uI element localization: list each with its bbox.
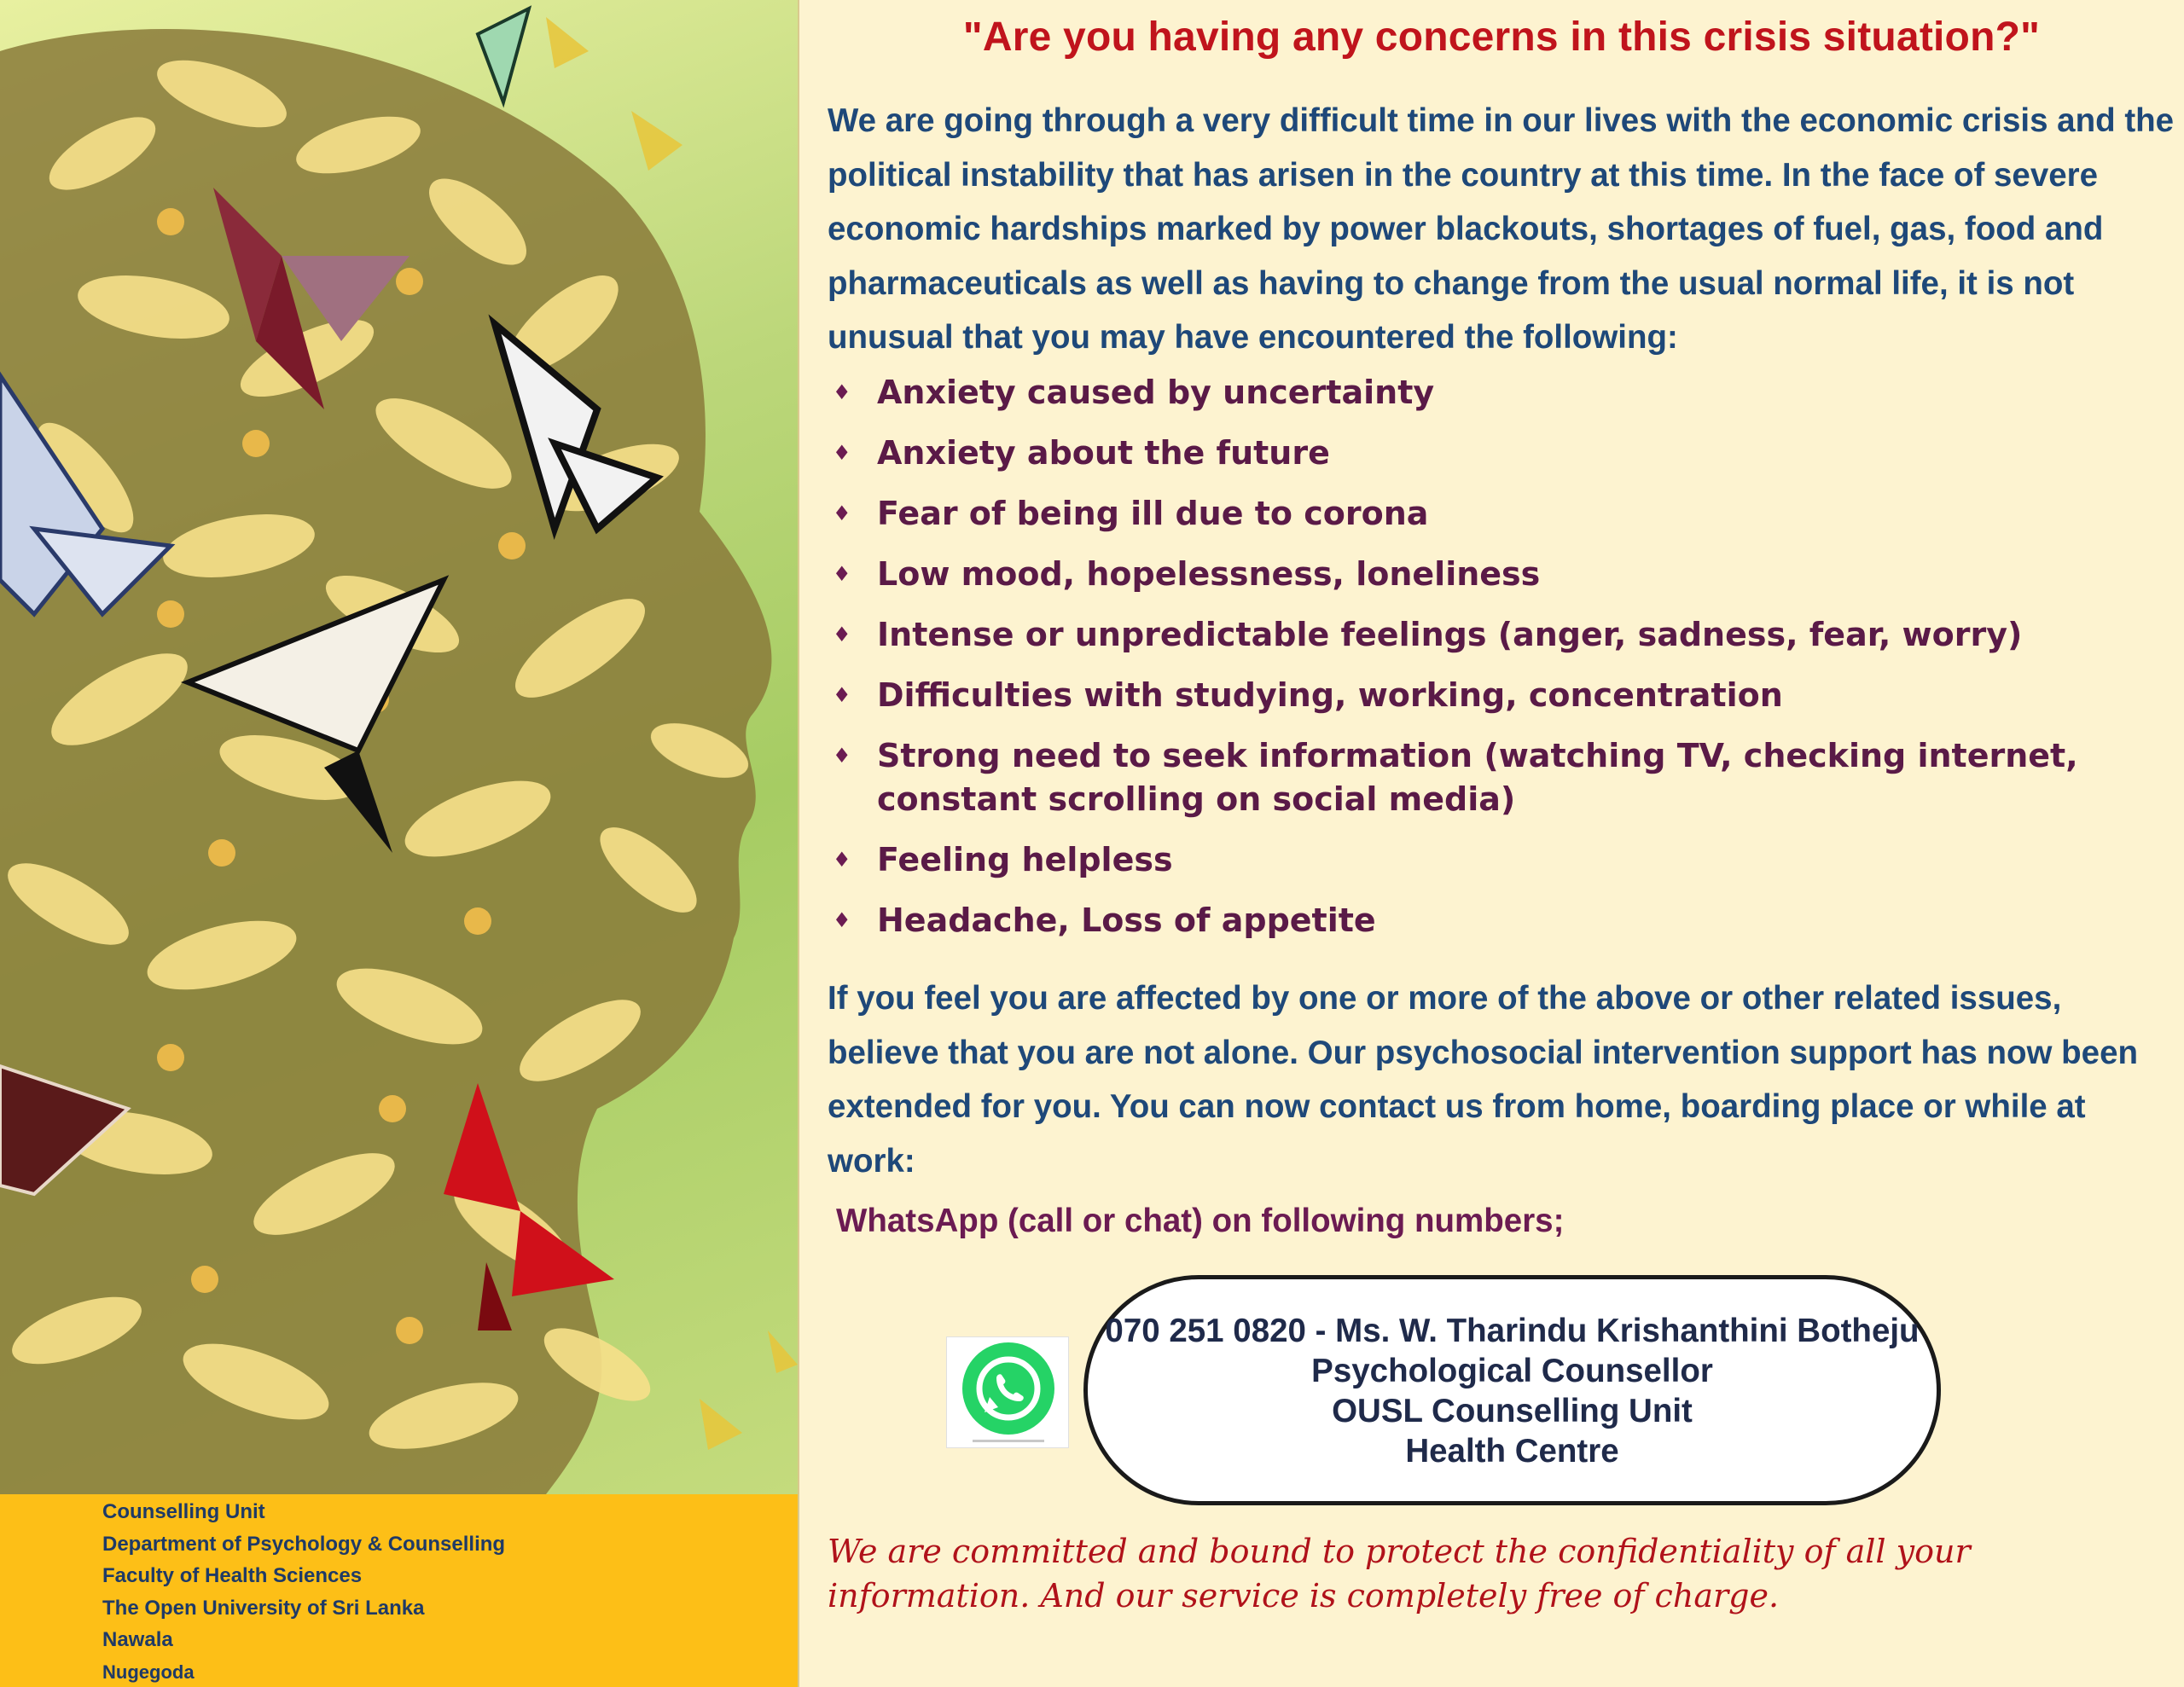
contact-phone-name[interactable]: 070 251 0820 - Ms. W. Tharindu Krishanthini Botheju xyxy=(1105,1313,1920,1349)
symptom-text: Headache, Loss of appetite xyxy=(877,901,1376,939)
symptom-item xyxy=(828,674,2175,717)
address-line: Counselling Unit xyxy=(102,1500,265,1523)
address-line: Nawala xyxy=(102,1628,173,1651)
symptom-item xyxy=(828,838,2175,882)
symptom-text: Anxiety about the future xyxy=(877,434,1330,472)
address-line: Faculty of Health Sciences xyxy=(102,1564,363,1587)
diamond-bullet-icon: ♦ xyxy=(833,501,851,525)
symptom-item xyxy=(828,613,2175,657)
whatsapp-tile[interactable] xyxy=(946,1336,1069,1448)
contact-location: Health Centre xyxy=(1405,1433,1619,1470)
symptom-text: Difficulties with studying, working, concentration xyxy=(877,676,1783,714)
butterfly-green xyxy=(478,9,529,102)
address-box xyxy=(0,1494,798,1687)
contact-title: Psychological Counsellor xyxy=(1311,1353,1713,1389)
symptom-text: Strong need to seek information (watching TV, checking internet, constant scrolling on social media) xyxy=(877,737,2078,818)
address-line: The Open University of Sri Lanka xyxy=(102,1596,425,1620)
diamond-bullet-icon: ♦ xyxy=(833,683,851,707)
diamond-bullet-icon: ♦ xyxy=(833,562,851,586)
diamond-bullet-icon: ♦ xyxy=(833,744,851,768)
symptom-text: Feeling helpless xyxy=(877,841,1173,878)
symptom-text: Low mood, hopelessness, loneliness xyxy=(877,555,1541,593)
intro-paragraph: We are going through a very difficult time in our lives with the economic crisis and the political instability that has arisen in the country at this time. In the face of severe economic hardships marked by power blackouts, shortages of fuel, gas, food and pharmaceuticals as well as having to change from the usual normal life, it is not unusual that you may have encountered the following: xyxy=(828,102,2175,356)
diamond-bullet-icon: ♦ xyxy=(833,380,851,404)
symptom-item xyxy=(828,492,2175,536)
diamond-bullet-icon: ♦ xyxy=(833,848,851,872)
panel-divider xyxy=(798,0,799,1687)
head-silhouette xyxy=(0,29,771,1494)
address-line: Nugegoda xyxy=(102,1661,195,1683)
followup-paragraph: If you feel you are affected by one or more of the above or other related issues, believe that you are not alone. Our psychosocial intervention support has now been extended for you. You can now contact us from home, boarding place or while at work: xyxy=(828,980,2139,1180)
confidentiality-note: We are committed and bound to protect the confidentiality of all your information. And our service is completely free of charge. xyxy=(828,1533,1971,1615)
flower-face-artwork xyxy=(0,0,798,1494)
symptom-list xyxy=(828,371,2175,959)
address-line: Department of Psychology & Counselling xyxy=(102,1532,506,1556)
symptom-item xyxy=(828,899,2175,942)
diamond-bullet-icon: ♦ xyxy=(833,908,851,932)
whatsapp-intro: WhatsApp (call or chat) on following numbers; xyxy=(836,1203,1565,1239)
symptom-item xyxy=(828,553,2175,596)
symptom-text: Anxiety caused by uncertainty xyxy=(877,374,1435,411)
diamond-bullet-icon: ♦ xyxy=(833,623,851,646)
whatsapp-icon xyxy=(947,1337,1070,1449)
symptom-item xyxy=(828,432,2175,475)
symptom-item xyxy=(828,371,2175,415)
symptom-item xyxy=(828,734,2175,821)
headline: "Are you having any concerns in this crisis situation?" xyxy=(962,14,2041,60)
symptom-text: Fear of being ill due to corona xyxy=(877,495,1429,532)
contact-unit: OUSL Counselling Unit xyxy=(1332,1393,1693,1429)
diamond-bullet-icon: ♦ xyxy=(833,441,851,465)
symptom-text: Intense or unpredictable feelings (anger, sadness, fear, worry) xyxy=(877,616,2023,653)
contact-card xyxy=(1083,1275,1941,1505)
artwork-svg xyxy=(0,0,798,1494)
